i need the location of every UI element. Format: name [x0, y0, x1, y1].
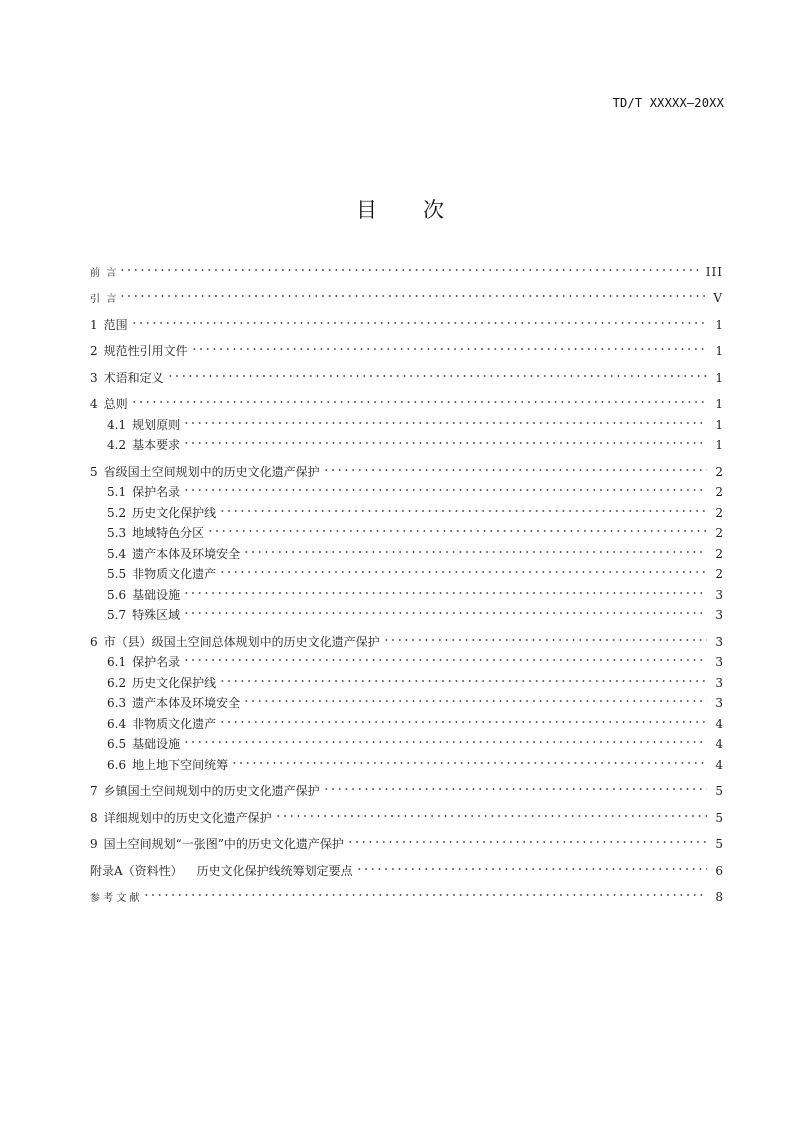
toc-entry-page-number: 2	[715, 526, 723, 540]
toc-entry-number: 5.1	[107, 485, 127, 499]
toc-entry[interactable]	[90, 801, 723, 825]
toc-entry-label	[107, 755, 231, 776]
toc-entry-number: 附录A（资料性）	[90, 863, 183, 878]
toc-entry-page-number: 2	[715, 485, 723, 499]
toc-entry-text: 国土空间规划“一张图”中的历史文化遗产保护	[103, 837, 344, 851]
dot-leader	[191, 335, 707, 356]
toc-entry-page-number: 1	[715, 317, 723, 332]
toc-entry-label	[90, 808, 275, 829]
document-code: TD/T XXXXX—20XX	[612, 96, 724, 110]
toc-entry-text: 基础设施	[132, 587, 181, 602]
toc-entry-text: 乡镇国土空间规划中的历史文化遗产保护	[103, 784, 320, 798]
toc-entry-text: 地域特色分区	[132, 526, 205, 540]
toc-entry[interactable]	[90, 282, 723, 303]
toc-entry-label	[107, 435, 183, 456]
dot-leader	[183, 578, 707, 599]
toc-entry[interactable]	[90, 881, 723, 902]
toc-entry-text: 历史文化保护线统筹划定要点	[196, 863, 353, 878]
toc-entry-label	[107, 415, 183, 436]
toc-entry-page-number: 1	[715, 370, 723, 385]
toc-entry-text: 总则	[103, 397, 128, 411]
toc-entry-text: 地上地下空间统筹	[132, 757, 229, 772]
toc-entry-page-number: 3	[715, 675, 723, 690]
toc-entry-number: 6.5	[107, 737, 127, 751]
toc-entry-page-number: 1	[715, 417, 723, 432]
dot-leader	[183, 646, 707, 667]
toc-entry[interactable]	[90, 429, 723, 450]
toc-entry-text: 详细规划中的历史文化遗产保护	[103, 810, 272, 825]
toc-entry[interactable]	[90, 775, 723, 796]
toc-entry-number: 6.2	[107, 675, 127, 690]
toc-entry-page-number: III	[705, 264, 723, 279]
toc-entry-label	[90, 315, 131, 336]
dot-leader	[243, 687, 707, 708]
dot-leader	[131, 308, 707, 329]
toc-entry-page-number: V	[713, 291, 723, 305]
toc-entry[interactable]	[90, 388, 723, 409]
toc-entry[interactable]	[90, 361, 723, 385]
toc-entry-text: 非物质文化遗产	[132, 716, 217, 731]
table-of-contents	[90, 255, 723, 904]
toc-entry-text: 参 考 文 献	[90, 893, 140, 904]
toc-entry-label	[90, 368, 167, 389]
toc-entry-page-number: 2	[715, 546, 723, 561]
toc-entry-text: 引 言	[90, 294, 117, 305]
toc-entry-text: 特殊区域	[132, 608, 181, 622]
toc-entry-label	[107, 652, 183, 673]
toc-entry-number: 5.6	[107, 587, 127, 602]
toc-entry-label	[90, 834, 347, 855]
toc-entry-number: 9	[90, 837, 98, 851]
toc-entry-label	[90, 290, 119, 311]
dot-leader	[131, 388, 707, 409]
toc-entry-label	[107, 523, 207, 544]
toc-entry-number: 5.3	[107, 526, 127, 540]
toc-entry-number: 5	[90, 464, 98, 479]
toc-entry[interactable]	[90, 476, 723, 497]
toc-entry-text: 术语和定义	[103, 370, 164, 385]
toc-entry-text: 非物质文化遗产	[132, 567, 217, 581]
toc-entry-number: 7	[90, 784, 98, 798]
toc-entry-text: 遗产本体及环境安全	[132, 696, 241, 710]
dot-leader	[231, 748, 707, 769]
toc-entry-text: 历史文化保护线	[132, 505, 217, 520]
toc-entry-text: 前 言	[90, 267, 117, 279]
toc-entry[interactable]	[90, 748, 723, 772]
dot-leader	[347, 828, 707, 849]
toc-entry-page-number: 1	[715, 344, 723, 358]
toc-entry-label	[90, 394, 131, 415]
dot-leader	[167, 361, 707, 382]
dot-leader	[383, 625, 707, 646]
toc-entry-text: 规范性引用文件	[103, 344, 188, 358]
toc-entry[interactable]	[90, 496, 723, 520]
toc-entry-text: 基础设施	[132, 737, 181, 751]
dot-leader	[356, 854, 707, 875]
toc-entry-number: 6	[90, 634, 98, 649]
toc-entry-number: 1	[90, 317, 98, 332]
toc-entry-page-number: 4	[715, 737, 723, 751]
dot-leader	[119, 255, 697, 276]
toc-entry-label	[107, 482, 183, 503]
toc-entry-page-number: 3	[715, 608, 723, 622]
toc-entry-label	[107, 734, 183, 755]
toc-entry-label	[90, 861, 356, 882]
toc-entry-page-number: 8	[715, 890, 723, 904]
dot-leader	[243, 537, 707, 558]
toc-entry-label	[107, 605, 183, 626]
toc-entry[interactable]	[90, 408, 723, 432]
toc-entry-text: 范围	[103, 317, 128, 332]
toc-entry[interactable]	[90, 455, 723, 479]
toc-entry-number: 4	[90, 397, 98, 411]
toc-entry-page-number: 3	[715, 655, 723, 669]
toc-entry-text: 规划原则	[132, 417, 181, 432]
title-char-1: 目	[356, 198, 377, 222]
dot-leader	[323, 775, 707, 796]
toc-entry[interactable]	[90, 828, 723, 849]
page-title	[0, 194, 800, 224]
toc-entry-number: 4.2	[107, 438, 127, 452]
dot-leader	[183, 429, 707, 450]
dot-leader	[143, 881, 707, 902]
toc-entry-number: 6.4	[107, 716, 127, 731]
dot-leader	[183, 408, 707, 429]
toc-entry-page-number: 6	[715, 863, 723, 878]
toc-entry-page-number: 3	[715, 696, 723, 710]
toc-entry-number: 6.6	[107, 757, 127, 772]
toc-entry-page-number: 2	[715, 567, 723, 581]
dot-leader	[275, 801, 707, 822]
toc-entry[interactable]	[90, 308, 723, 332]
toc-entry-label	[90, 781, 323, 802]
toc-entry-page-number: 5	[715, 837, 723, 851]
toc-entry-text: 省级国土空间规划中的历史文化遗产保护	[103, 464, 320, 479]
toc-entry[interactable]	[90, 728, 723, 749]
toc-entry-page-number: 4	[715, 716, 723, 731]
toc-entry-number: 6.3	[107, 696, 127, 710]
toc-entry-page-number: 3	[715, 587, 723, 602]
toc-entry-number: 5.5	[107, 567, 127, 581]
toc-entry-page-number: 5	[715, 810, 723, 825]
toc-entry-label	[90, 264, 119, 285]
dot-leader	[219, 496, 707, 517]
toc-entry[interactable]	[90, 666, 723, 690]
toc-entry[interactable]	[90, 255, 723, 279]
toc-entry-text: 遗产本体及环境安全	[132, 546, 241, 561]
toc-entry-label	[90, 889, 143, 910]
toc-entry-page-number: 1	[715, 438, 723, 452]
dot-leader	[219, 707, 707, 728]
toc-entry[interactable]	[90, 335, 723, 356]
dot-leader	[219, 558, 707, 579]
toc-entry-number: 5.2	[107, 505, 127, 520]
toc-entry-text: 保护名录	[132, 655, 181, 669]
toc-entry[interactable]	[90, 625, 723, 649]
toc-entry[interactable]	[90, 646, 723, 667]
toc-entry-page-number: 2	[715, 464, 723, 479]
dot-leader	[119, 282, 705, 303]
toc-entry-label	[107, 673, 219, 694]
toc-entry-number: 5.4	[107, 546, 127, 561]
dot-leader	[323, 455, 707, 476]
toc-entry-number: 2	[90, 344, 98, 358]
toc-entry-page-number: 5	[715, 784, 723, 798]
toc-entry-text: 市（县）级国土空间总体规划中的历史文化遗产保护	[103, 634, 380, 649]
toc-entry[interactable]	[90, 599, 723, 620]
toc-entry-number: 8	[90, 810, 98, 825]
toc-entry-label	[107, 585, 183, 606]
dot-leader	[183, 599, 707, 620]
dot-leader	[183, 728, 707, 749]
toc-entry-page-number: 2	[715, 505, 723, 520]
toc-entry-number: 5.7	[107, 608, 127, 622]
title-char-2: 次	[423, 198, 444, 222]
dot-leader	[219, 666, 707, 687]
toc-entry-number: 6.1	[107, 655, 127, 669]
toc-entry-text: 历史文化保护线	[132, 675, 217, 690]
dot-leader	[207, 517, 707, 538]
toc-entry-number: 3	[90, 370, 98, 385]
toc-entry[interactable]	[90, 854, 723, 878]
toc-entry-number: 4.1	[107, 417, 127, 432]
toc-entry[interactable]	[90, 578, 723, 602]
toc-entry-page-number: 4	[715, 757, 723, 772]
dot-leader	[183, 476, 707, 497]
toc-entry-page-number: 1	[715, 397, 723, 411]
toc-entry-text: 保护名录	[132, 485, 181, 499]
toc-entry-text: 基本要求	[132, 438, 181, 452]
toc-entry-label	[90, 341, 191, 362]
toc-entry-page-number: 3	[715, 634, 723, 649]
toc-entry-label	[107, 503, 219, 524]
